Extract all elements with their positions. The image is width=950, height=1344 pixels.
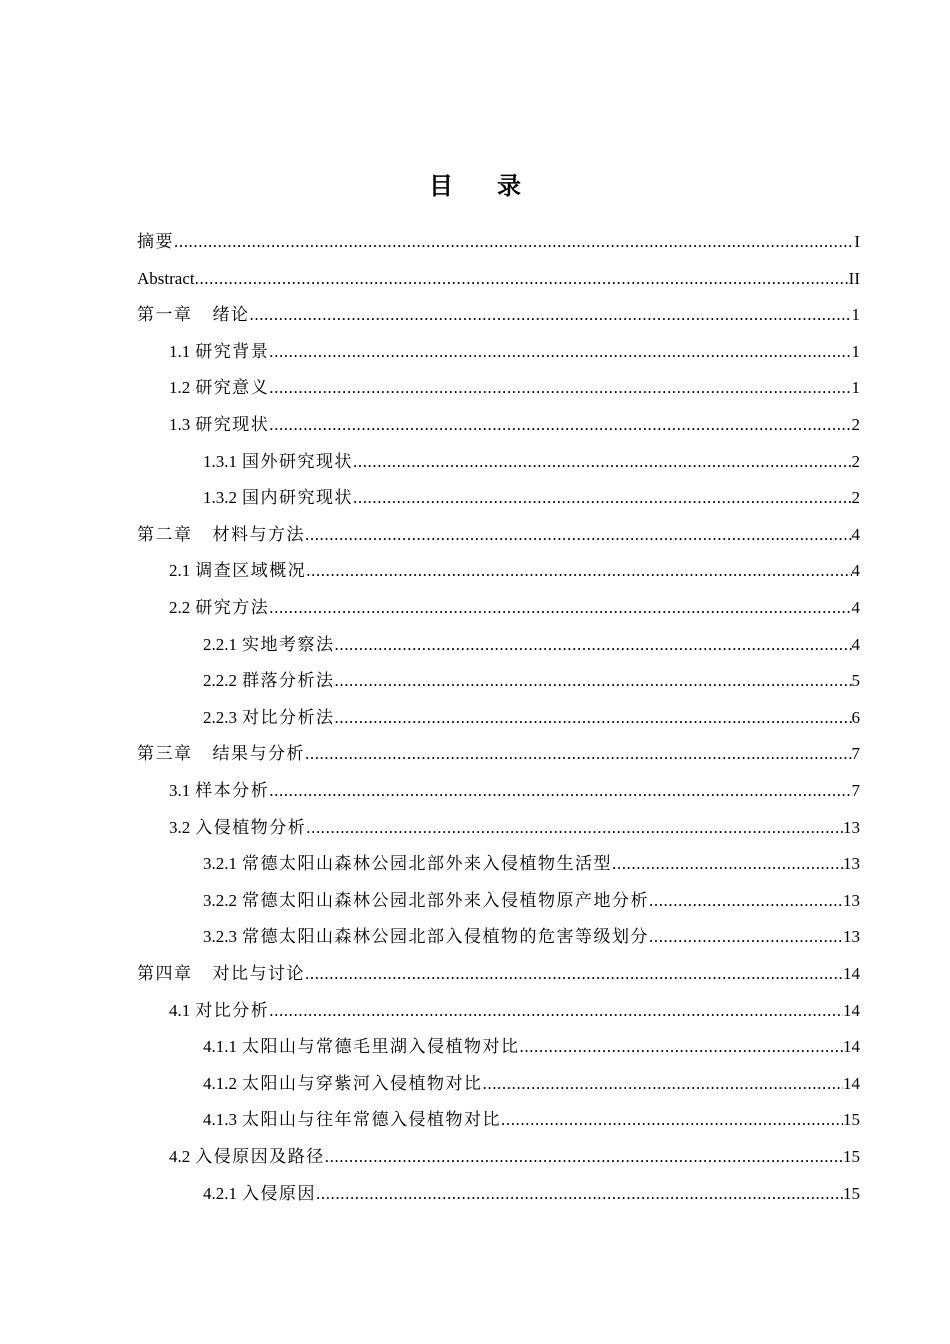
toc-entry-title: 摘要	[137, 232, 174, 251]
toc-section-number: 1.3.1	[203, 451, 237, 471]
toc-entry-title: 材料与方法	[212, 524, 305, 544]
toc-entry-label	[169, 773, 269, 809]
page-title-part1: 目	[429, 172, 453, 200]
toc-dot-leader	[649, 919, 843, 955]
toc-entry[interactable]	[169, 773, 860, 809]
toc-entry-label	[203, 883, 649, 919]
toc-entry-label	[203, 627, 335, 663]
toc-entry-title: 常德太阳山森林公园北部外来入侵植物生活型	[242, 854, 612, 874]
toc-entry-label	[137, 261, 195, 297]
toc-entry-title: 对比分析法	[242, 707, 335, 727]
toc-dot-leader	[353, 444, 852, 480]
toc-entry-title: 入侵植物分析	[195, 817, 307, 837]
toc-entry[interactable]	[203, 480, 860, 516]
toc-dot-leader	[649, 883, 843, 919]
toc-section-number: 3.2.3	[203, 927, 237, 947]
toc-entry[interactable]	[203, 846, 860, 882]
toc-entry-label	[203, 1066, 483, 1102]
toc-entry[interactable]	[137, 261, 860, 297]
toc-entry-label	[169, 553, 306, 589]
toc-dot-leader	[250, 297, 852, 333]
toc-page-number: 1	[851, 378, 860, 398]
toc-entry[interactable]	[203, 700, 860, 736]
toc-entry-label	[137, 224, 174, 260]
toc-section-number: 4.1.1	[203, 1037, 237, 1057]
toc-page-number: 1	[851, 341, 860, 361]
toc-dot-leader	[325, 1139, 843, 1175]
toc-entry[interactable]	[169, 370, 860, 406]
toc-entry[interactable]	[203, 1029, 860, 1065]
toc-section-number: 4.1	[169, 1000, 191, 1020]
toc-entry-title: 研究方法	[195, 598, 270, 617]
toc-page-number: 13	[843, 927, 860, 947]
toc-section-number: 4.2.1	[203, 1183, 237, 1203]
toc-entry[interactable]	[137, 297, 860, 333]
toc-entry-title: 样本分析	[195, 781, 270, 800]
toc-entry-title: 群落分析法	[242, 671, 335, 691]
toc-entry-label	[203, 1029, 520, 1065]
toc-section-number: 2.2.3	[203, 707, 237, 727]
toc-entry-title: 常德太阳山森林公园北部入侵植物的危害等级划分	[242, 927, 649, 947]
toc-chapter-number: 第一章	[137, 305, 193, 325]
toc-entry[interactable]	[203, 1066, 860, 1102]
toc-page-number: 13	[843, 890, 860, 910]
toc-section-number: 1.3	[169, 415, 191, 434]
toc-entry-title: 太阳山与常德毛里湖入侵植物对比	[242, 1037, 520, 1057]
toc-entry-label	[169, 993, 269, 1029]
toc-entry[interactable]	[203, 444, 860, 480]
toc-entry[interactable]	[203, 919, 860, 955]
toc-entry-title: 研究背景	[195, 341, 270, 361]
toc-page-number: 4	[851, 561, 860, 581]
toc-section-number: 3.2.1	[203, 854, 237, 874]
toc-page-number: 15	[843, 1110, 860, 1130]
toc-entry-title: 国内研究现状	[242, 488, 353, 508]
toc-section-number: 2.1	[169, 561, 191, 581]
toc-entry[interactable]	[169, 810, 860, 846]
toc-page-number: 2	[851, 488, 860, 508]
toc-entry-label	[137, 956, 305, 992]
toc-section-number: 1.2	[169, 378, 191, 398]
toc-entry-title: 对比分析	[195, 1000, 270, 1020]
toc-dot-leader	[353, 480, 852, 516]
toc-page-number: 7	[851, 781, 860, 800]
toc-entry-label	[169, 334, 269, 370]
toc-entry-label	[203, 1102, 501, 1138]
toc-entry-label	[203, 663, 335, 699]
toc-entry-label	[169, 590, 269, 626]
toc-entry[interactable]	[169, 1139, 860, 1175]
toc-page-number: I	[854, 232, 860, 251]
toc-entry[interactable]	[137, 224, 860, 260]
toc-page-number: 5	[851, 671, 860, 691]
toc-entry[interactable]	[169, 407, 860, 443]
toc-entry[interactable]	[137, 956, 860, 992]
toc-section-number: 2.2.2	[203, 671, 237, 691]
toc-entry-label	[203, 480, 353, 516]
toc-page-number: 4	[851, 524, 860, 544]
toc-entry-label	[203, 919, 649, 955]
toc-entry[interactable]	[137, 517, 860, 553]
toc-entry-title: 调查区域概况	[195, 561, 307, 581]
toc-dot-leader	[305, 517, 852, 553]
toc-entry-label	[169, 407, 269, 443]
toc-entry-label	[203, 700, 335, 736]
toc-entry[interactable]	[203, 883, 860, 919]
toc-page-number: 14	[843, 964, 860, 983]
toc-chapter-number: 第三章	[137, 744, 193, 764]
toc-dot-leader	[195, 261, 849, 297]
toc-dot-leader	[305, 736, 852, 772]
toc-entry-title: 入侵原因	[242, 1183, 316, 1203]
toc-dot-leader	[612, 846, 843, 882]
toc-section-number: 4.1.3	[203, 1110, 237, 1130]
toc-entry-title: 研究现状	[195, 415, 270, 434]
toc-dot-leader	[269, 370, 851, 406]
toc-page-number: 14	[843, 1000, 860, 1020]
toc-page-number: 13	[843, 854, 860, 874]
toc-entry[interactable]	[169, 334, 860, 370]
toc-entry-label	[169, 370, 269, 406]
page-title	[0, 168, 950, 204]
toc-dot-leader	[520, 1029, 844, 1065]
toc-dot-leader	[306, 553, 851, 589]
toc-page-number: II	[848, 268, 860, 288]
toc-entry-label	[137, 517, 305, 553]
toc-entry-label	[203, 1176, 316, 1212]
toc-dot-leader	[269, 993, 843, 1029]
toc-page-number: 2	[851, 415, 860, 434]
toc-section-number: 3.1	[169, 781, 191, 800]
toc-page-number: 7	[851, 744, 860, 764]
toc-entry[interactable]	[203, 627, 860, 663]
toc-section-number: 4.1.2	[203, 1073, 237, 1093]
toc-entry-title: 对比与讨论	[212, 964, 305, 983]
toc-dot-leader	[306, 810, 843, 846]
toc-page-number: 4	[851, 598, 860, 617]
toc-entry[interactable]	[203, 1102, 860, 1138]
toc-page-number: 2	[851, 451, 860, 471]
toc-page-number: 15	[843, 1147, 860, 1166]
toc-entry[interactable]	[203, 1176, 860, 1212]
toc-entry[interactable]	[169, 553, 860, 589]
toc-dot-leader	[335, 627, 852, 663]
toc-entry-label	[203, 846, 612, 882]
toc-page-number: 15	[843, 1183, 860, 1203]
toc-dot-leader	[335, 663, 852, 699]
toc-dot-leader	[501, 1102, 843, 1138]
toc-page-number: 6	[851, 707, 860, 727]
toc-page-number: 14	[843, 1037, 860, 1057]
toc-dot-leader	[269, 773, 851, 809]
toc-section-number: 3.2.2	[203, 890, 237, 910]
toc-section-number: 2.2	[169, 598, 191, 617]
toc-dot-leader	[316, 1176, 843, 1212]
toc-dot-leader	[305, 956, 843, 992]
toc-chapter-number: 第二章	[137, 524, 193, 544]
toc-entry-title: 常德太阳山森林公园北部外来入侵植物原产地分析	[242, 890, 649, 910]
toc-dot-leader	[269, 590, 851, 626]
toc-entry[interactable]	[137, 736, 860, 772]
toc-section-number: 4.2	[169, 1147, 191, 1166]
toc-entry[interactable]	[169, 590, 860, 626]
toc-dot-leader	[269, 334, 851, 370]
toc-entry-title: 绪论	[212, 305, 250, 325]
toc-page-number: 4	[851, 634, 860, 654]
toc-entry-label	[137, 297, 250, 333]
toc-section-number: 1.3.2	[203, 488, 237, 508]
toc-entry-title: 国外研究现状	[242, 451, 353, 471]
page-title-part2: 录	[497, 172, 521, 200]
toc-page-number: 1	[851, 305, 860, 325]
toc-entry[interactable]	[203, 663, 860, 699]
toc-dot-leader	[174, 224, 854, 260]
toc-dot-leader	[335, 700, 852, 736]
toc-section-number: 3.2	[169, 817, 191, 837]
toc-entry-title: 实地考察法	[242, 634, 335, 654]
toc-entry-title: 太阳山与往年常德入侵植物对比	[242, 1110, 501, 1130]
toc-entry-label	[169, 810, 306, 846]
toc-entry-label	[203, 444, 353, 480]
toc-entry-title: Abstract	[137, 268, 195, 288]
toc-entry-title: 太阳山与穿紫河入侵植物对比	[242, 1073, 483, 1093]
toc-section-number: 1.1	[169, 341, 191, 361]
toc-entry[interactable]	[169, 993, 860, 1029]
toc-section-number: 2.2.1	[203, 634, 237, 654]
toc-entry-label	[137, 736, 305, 772]
toc-entry-title: 入侵原因及路径	[195, 1147, 325, 1166]
toc-chapter-number: 第四章	[137, 964, 193, 983]
toc-entry-title: 结果与分析	[212, 744, 305, 764]
toc-entry-title: 研究意义	[195, 378, 270, 398]
toc-page-number: 14	[843, 1073, 860, 1093]
toc-entry-label	[169, 1139, 325, 1175]
toc-page-number: 13	[843, 817, 860, 837]
toc-dot-leader	[483, 1066, 844, 1102]
toc-dot-leader	[269, 407, 851, 443]
